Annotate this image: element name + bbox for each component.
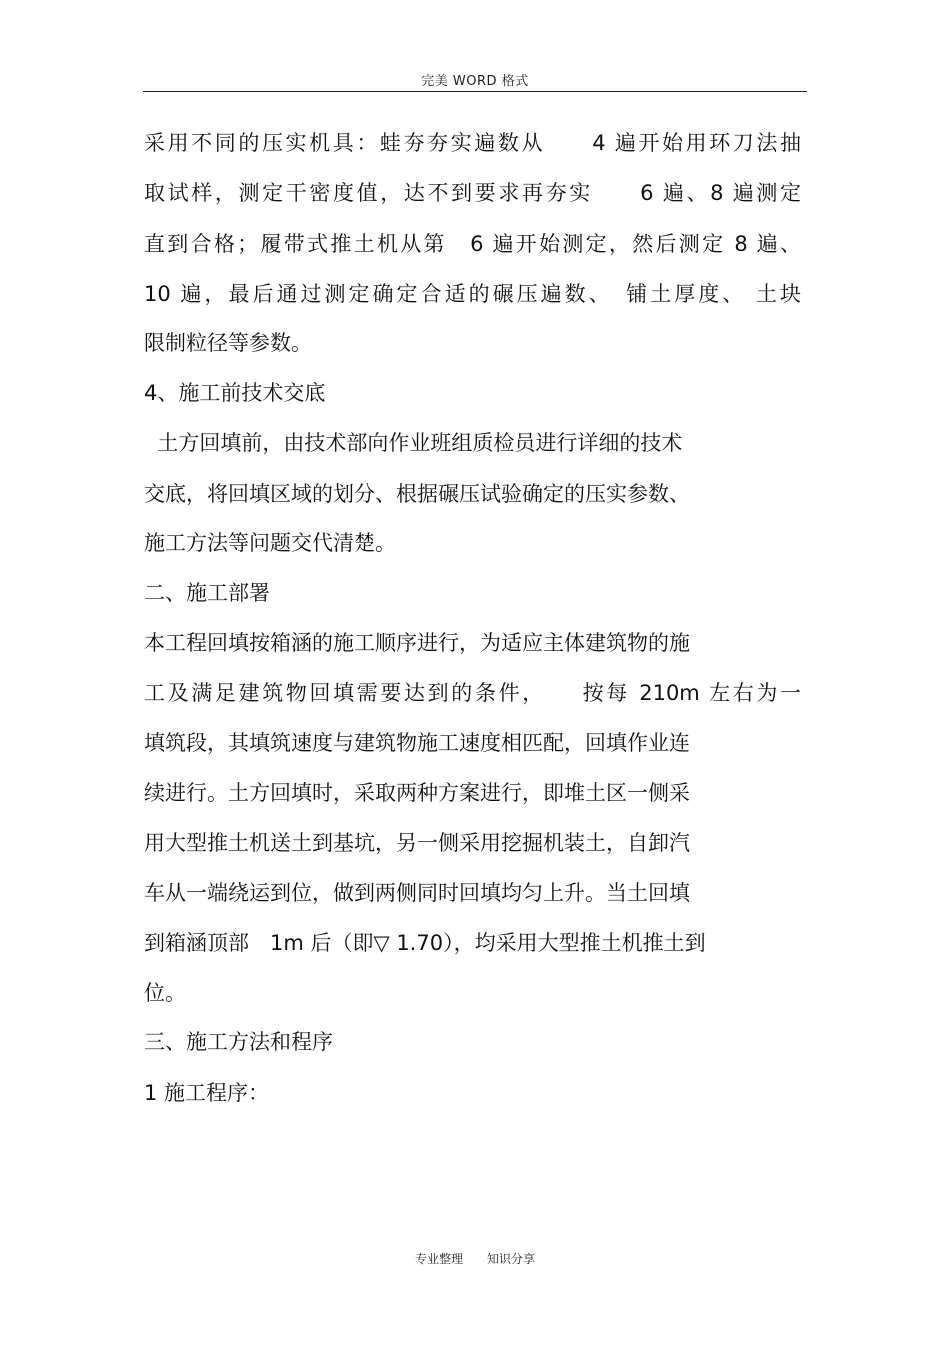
body-line: 到箱涵顶部 1m 后（即▽ 1.70），均采用大型推土机推土到: [144, 931, 706, 955]
body-line: 本工程回填按箱涵的施工顺序进行，为适应主体建筑物的施: [144, 631, 690, 655]
body-line: 用大型推土机送土到基坑，另一侧采用挖掘机装土，自卸汽: [144, 831, 690, 855]
body-line: 车从一端绕运到位，做到两侧同时回填均匀上升。当土回填: [144, 881, 690, 905]
subsection-heading: 1 施工程序：: [144, 1081, 270, 1105]
section-heading: 三、施工方法和程序: [144, 1030, 333, 1054]
body-line: 采用不同的压实机具：蛙夯夯实遍数从 4 遍开始用环刀法抽: [144, 131, 801, 155]
section-heading: 二、施工部署: [144, 581, 270, 605]
body-line: 10 遍，最后通过测定确定合适的碾压遍数、 铺土厚度、 土块: [144, 282, 801, 306]
body-line: 填筑段，其填筑速度与建筑物施工速度相匹配，回填作业连: [144, 731, 690, 755]
header-divider: [143, 91, 807, 92]
body-line: 续进行。土方回填时，采取两种方案进行，即堆土区一侧采: [144, 781, 690, 805]
body-line: 工及满足建筑物回填需要达到的条件， 按每 210m 左右为一: [144, 681, 801, 705]
body-line: 土方回填前，由技术部向作业班组质检员进行详细的技术: [144, 431, 683, 455]
header-title: 完美 WORD 格式: [421, 74, 529, 89]
body-line: 取试样，测定干密度值，达不到要求再夯实 6 遍、8 遍测定: [144, 181, 801, 205]
body-line: 限制粒径等参数。: [144, 331, 312, 355]
body-line: 位。: [144, 981, 186, 1005]
body-line: 交底，将回填区域的划分、根据碾压试验确定的压实参数、: [144, 482, 690, 506]
section-heading: 4、施工前技术交底: [144, 381, 326, 405]
body-line: 施工方法等问题交代清楚。: [144, 531, 396, 555]
body-line: 直到合格；履带式推土机从第 6 遍开始测定，然后测定 8 遍、: [144, 232, 801, 256]
page-footer: 专业整理 知识分享: [414, 1252, 535, 1266]
